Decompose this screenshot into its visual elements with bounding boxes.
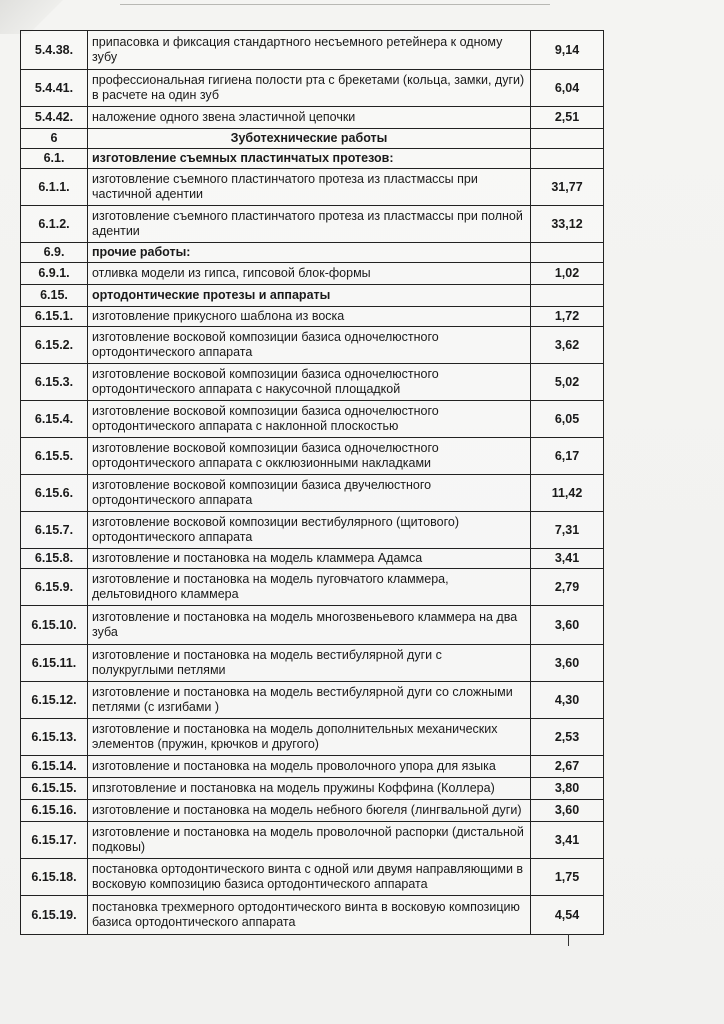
section-row: [21, 129, 604, 149]
item-description: изготовление восковой композиции базиса одночелюстного ортодонтического аппарата с окклюзионными накладками: [88, 438, 531, 475]
item-description: постановка ортодонтического винта с одной или двумя направляющими в восковую композицию базиса ортодонтического аппарата: [88, 859, 531, 896]
item-code: 6.15.7.: [21, 512, 88, 549]
table-row: [21, 307, 604, 327]
table-row: [21, 822, 604, 859]
item-code: 6: [21, 129, 88, 149]
item-description: профессиональная гигиена полости рта с брекетами (кольца, замки, дуги) в расчете на один зуб: [88, 70, 531, 107]
item-code: 6.15.6.: [21, 475, 88, 512]
item-value: 11,42: [531, 475, 604, 512]
item-value: 7,31: [531, 512, 604, 549]
item-value: 4,54: [531, 896, 604, 935]
item-code: 6.15.13.: [21, 719, 88, 756]
table-row: [21, 206, 604, 243]
item-description: изготовление и постановка на модель проволочной распорки (дистальной подковы): [88, 822, 531, 859]
item-value: 3,41: [531, 822, 604, 859]
top-rule: [120, 4, 550, 5]
item-code: 5.4.42.: [21, 107, 88, 129]
item-description: изготовление прикусного шаблона из воска: [88, 307, 531, 327]
item-code: 6.15.9.: [21, 569, 88, 606]
item-value: 1,02: [531, 263, 604, 285]
table-row: [21, 169, 604, 206]
group-title: прочие работы:: [88, 243, 531, 263]
price-table-body: [21, 31, 604, 935]
item-description: изготовление и постановка на модель кламмера Адамса: [88, 549, 531, 569]
item-description: наложение одного звена эластичной цепочки: [88, 107, 531, 129]
item-code: 6.1.: [21, 149, 88, 169]
table-row: [21, 107, 604, 129]
item-value: 5,02: [531, 364, 604, 401]
item-value: 3,80: [531, 778, 604, 800]
group-row: [21, 285, 604, 307]
table-row: [21, 364, 604, 401]
item-value: 9,14: [531, 31, 604, 70]
item-description: изготовление и постановка на модель дополнительных механических элементов (пружин, крючков и другого): [88, 719, 531, 756]
item-value: 2,67: [531, 756, 604, 778]
table-row: [21, 606, 604, 645]
table-row: [21, 549, 604, 569]
table-row: [21, 263, 604, 285]
item-code: 6.15.17.: [21, 822, 88, 859]
item-description: изготовление восковой композиции базиса двучелюстного ортодонтического аппарата: [88, 475, 531, 512]
table-row: [21, 800, 604, 822]
item-value: 3,60: [531, 606, 604, 645]
item-value: [531, 129, 604, 149]
item-code: 6.15.1.: [21, 307, 88, 327]
item-description: изготовление и постановка на модель пуговчатого кламмера, дельтовидного кламмера: [88, 569, 531, 606]
item-description: изготовление съемного пластинчатого протеза из пластмассы при частичной адентии: [88, 169, 531, 206]
table-row: [21, 70, 604, 107]
item-value: 2,79: [531, 569, 604, 606]
table-row: [21, 512, 604, 549]
table-row: [21, 401, 604, 438]
item-value: 6,04: [531, 70, 604, 107]
item-description: изготовление и постановка на модель многозвеньевого кламмера на два зуба: [88, 606, 531, 645]
item-description: изготовление и постановка на модель вестибулярной дуги со сложными петлями (с изгибами ): [88, 682, 531, 719]
item-value: 33,12: [531, 206, 604, 243]
group-row: [21, 149, 604, 169]
item-value: [531, 149, 604, 169]
item-description: изготовление восковой композиции базиса одночелюстного ортодонтического аппарата с наклонной плоскостью: [88, 401, 531, 438]
item-description: изготовление и постановка на модель вестибулярной дуги с полукруглыми петлями: [88, 645, 531, 682]
item-description: изготовление восковой композиции базиса одночелюстного ортодонтического аппарата: [88, 327, 531, 364]
item-value: 3,41: [531, 549, 604, 569]
item-description: изготовление восковой композиции базиса одночелюстного ортодонтического аппарата с накусочной площадкой: [88, 364, 531, 401]
item-code: 6.15.15.: [21, 778, 88, 800]
item-code: 6.15.12.: [21, 682, 88, 719]
item-description: ипзготовление и постановка на модель пружины Коффина (Коллера): [88, 778, 531, 800]
table-row: [21, 569, 604, 606]
table-edge: [568, 934, 569, 946]
item-code: 6.15.10.: [21, 606, 88, 645]
price-table: [20, 30, 604, 935]
table-row: [21, 896, 604, 935]
table-row: [21, 475, 604, 512]
item-description: изготовление и постановка на модель небного бюгеля (лингвальной дуги): [88, 800, 531, 822]
item-value: 2,51: [531, 107, 604, 129]
table-row: [21, 719, 604, 756]
item-code: 6.15.3.: [21, 364, 88, 401]
table-row: [21, 859, 604, 896]
table-row: [21, 327, 604, 364]
item-value: [531, 285, 604, 307]
item-code: 6.15.19.: [21, 896, 88, 935]
item-code: 6.15.: [21, 285, 88, 307]
table-row: [21, 31, 604, 70]
table-row: [21, 645, 604, 682]
page-fold: [0, 0, 70, 34]
item-value: 3,60: [531, 800, 604, 822]
item-code: 6.9.1.: [21, 263, 88, 285]
section-title: Зуботехнические работы: [88, 129, 531, 149]
item-code: 6.15.4.: [21, 401, 88, 438]
item-description: припасовка и фиксация стандартного несъемного ретейнера к одному зубу: [88, 31, 531, 70]
item-code: 5.4.38.: [21, 31, 88, 70]
item-value: 6,05: [531, 401, 604, 438]
item-code: 5.4.41.: [21, 70, 88, 107]
item-description: изготовление съемного пластинчатого протеза из пластмассы при полной адентии: [88, 206, 531, 243]
table-row: [21, 438, 604, 475]
item-code: 6.15.5.: [21, 438, 88, 475]
item-description: изготовление восковой композиции вестибулярного (щитового) ортодонтического аппарата: [88, 512, 531, 549]
item-code: 6.15.16.: [21, 800, 88, 822]
item-value: 3,62: [531, 327, 604, 364]
item-code: 6.15.18.: [21, 859, 88, 896]
item-code: 6.15.11.: [21, 645, 88, 682]
item-code: 6.9.: [21, 243, 88, 263]
item-description: изготовление и постановка на модель проволочного упора для языка: [88, 756, 531, 778]
item-code: 6.15.2.: [21, 327, 88, 364]
item-value: 1,75: [531, 859, 604, 896]
item-code: 6.1.1.: [21, 169, 88, 206]
group-title: ортодонтические протезы и аппараты: [88, 285, 531, 307]
item-description: постановка трехмерного ортодонтического винта в восковую композицию базиса ортодонтического аппарата: [88, 896, 531, 935]
item-description: отливка модели из гипса, гипсовой блок-формы: [88, 263, 531, 285]
item-value: 4,30: [531, 682, 604, 719]
group-title: изготовление съемных пластинчатых протезов:: [88, 149, 531, 169]
item-value: 31,77: [531, 169, 604, 206]
table-row: [21, 682, 604, 719]
item-value: 6,17: [531, 438, 604, 475]
item-value: 3,60: [531, 645, 604, 682]
table-row: [21, 756, 604, 778]
table-row: [21, 778, 604, 800]
item-value: [531, 243, 604, 263]
item-code: 6.15.14.: [21, 756, 88, 778]
item-code: 6.1.2.: [21, 206, 88, 243]
item-value: 1,72: [531, 307, 604, 327]
group-row: [21, 243, 604, 263]
item-value: 2,53: [531, 719, 604, 756]
item-code: 6.15.8.: [21, 549, 88, 569]
